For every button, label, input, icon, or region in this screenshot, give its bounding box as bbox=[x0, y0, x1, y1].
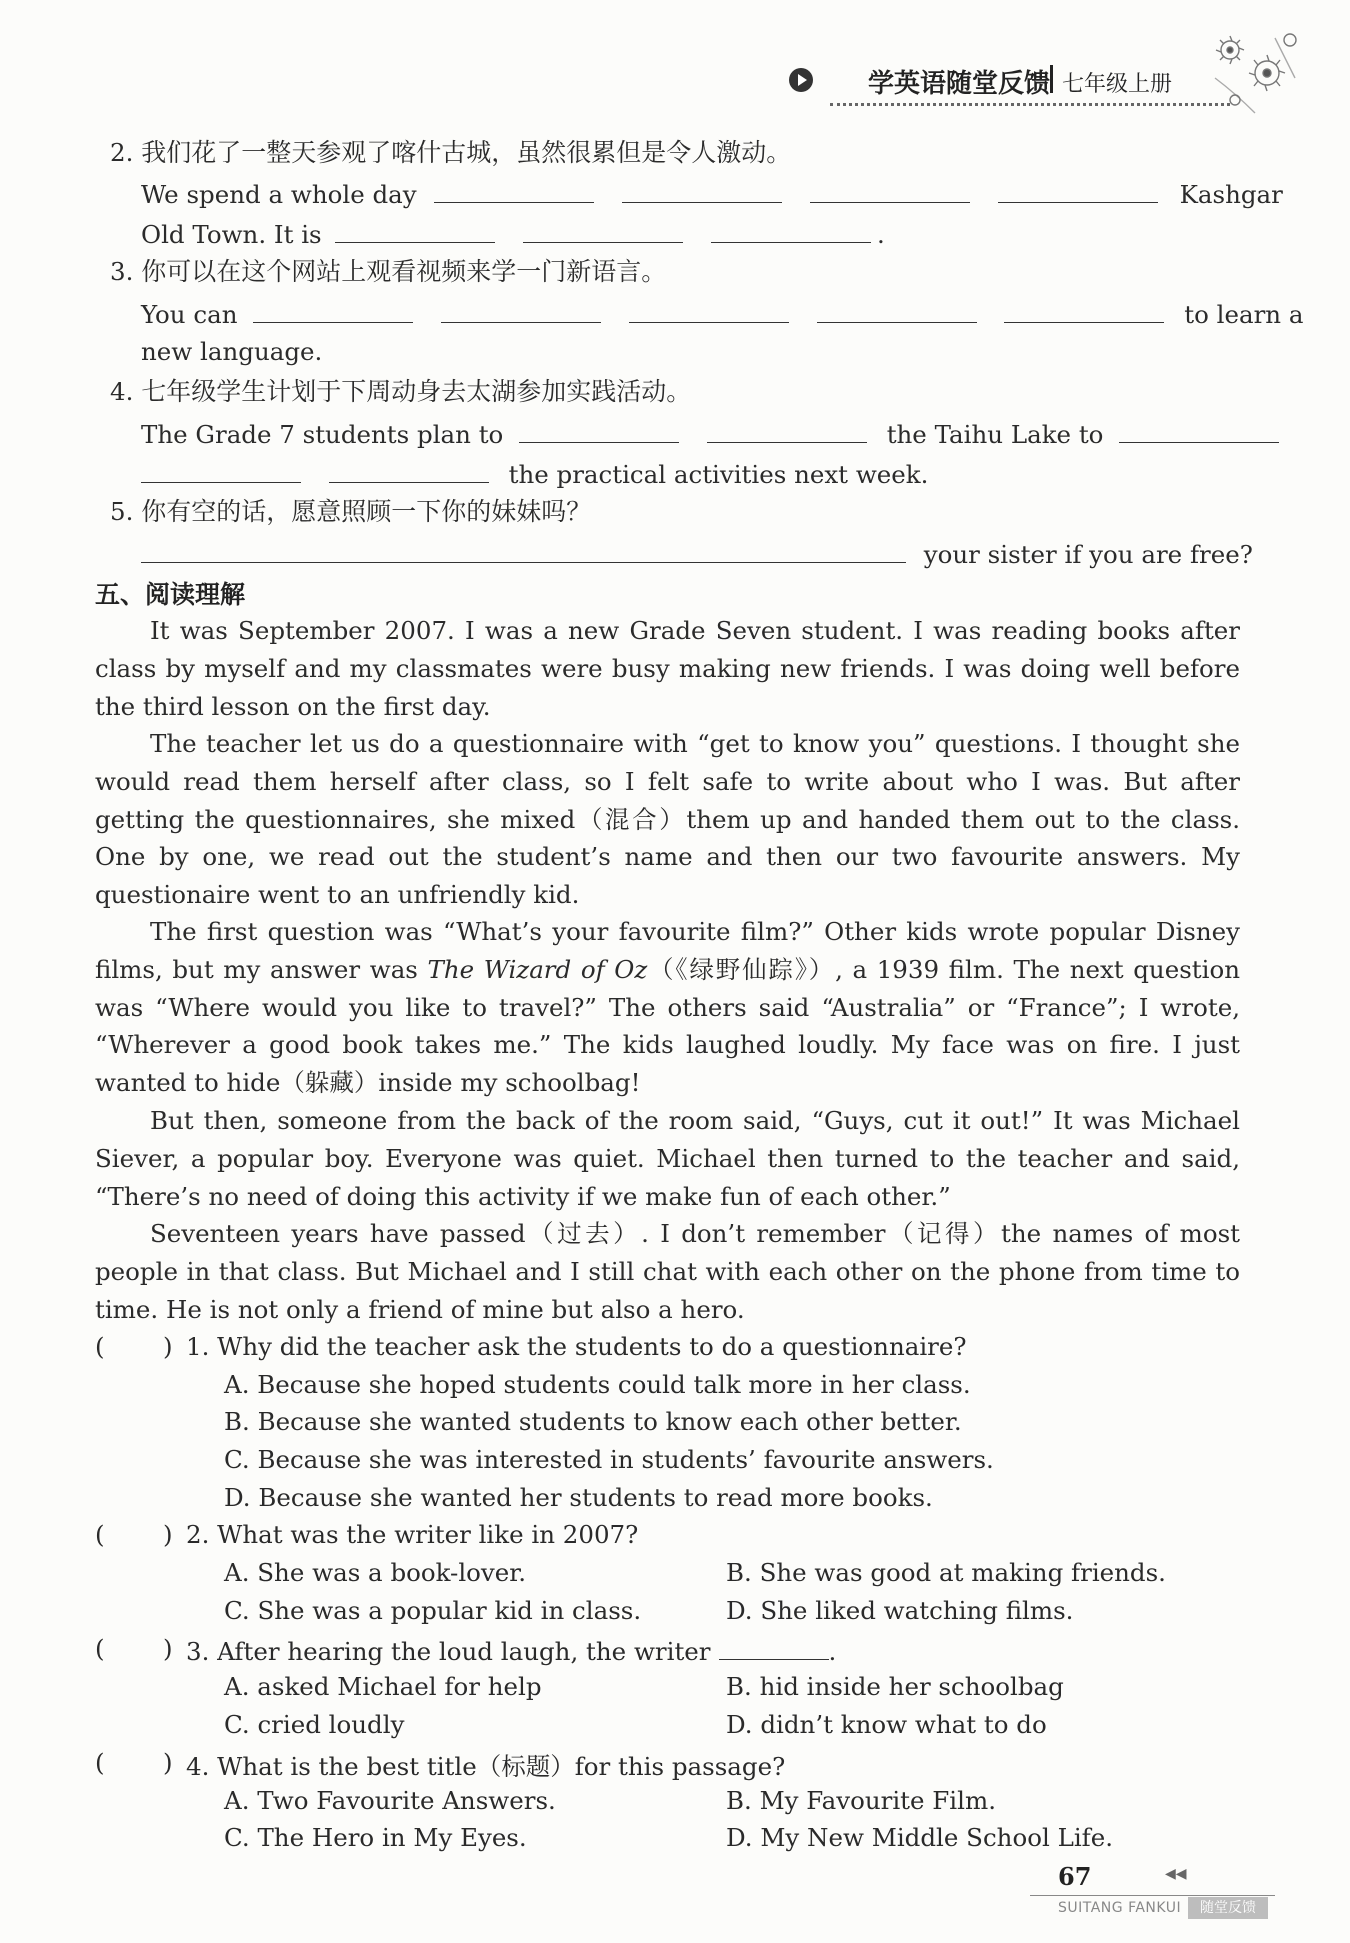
passage-paragraph-1: It was September 2007. I was a new Grade Seven student. I was reading books after class by myself and my classmates were busy making new friends. I was doing well before the third lesson on the first day. bbox=[95, 616, 1240, 721]
header-divider bbox=[1050, 65, 1053, 93]
answer-blank[interactable] bbox=[1119, 417, 1279, 443]
translation-q3-chinese bbox=[110, 257, 666, 287]
answer-bracket-open[interactable]: ( bbox=[95, 1332, 105, 1361]
answer-bracket-close: ) bbox=[163, 1634, 173, 1663]
passage-paragraph-4: But then, someone from the back of the room said, “Guys, cut it out!” It was Michael Siever, a popular boy. Everyone was quiet. Michael then turned to the teacher and said, “There’s no need of doing this activity if we make fun of each other.” bbox=[95, 1106, 1240, 1211]
header-subtitle: 七年级上册 bbox=[1062, 72, 1173, 97]
footer-brand-en: SUITANG FANKUI bbox=[1058, 1900, 1182, 1916]
answer-bracket-open[interactable]: ( bbox=[95, 1748, 105, 1777]
punctuation: . bbox=[828, 1637, 837, 1666]
answer-blank[interactable] bbox=[629, 297, 789, 323]
rewind-arrows-icon: ◀◀ bbox=[1165, 1866, 1187, 1882]
translation-q5-chinese bbox=[110, 497, 591, 527]
answer-blank[interactable] bbox=[329, 457, 489, 483]
answer-blank[interactable] bbox=[253, 297, 413, 323]
question-number: 5. bbox=[110, 497, 134, 526]
passage-text: （《绿野仙踪》）, a 1939 film. The next question was “Where would you like to travel?” The others said “Australia” or “France”; I wrote, “Wherever a good book takes me.” The kids laughed loudly. My face was on fire. I just wanted to hide（躲藏）inside my schoolbag! bbox=[95, 954, 1240, 1098]
option-a[interactable]: A. She was a book-lover. bbox=[224, 1558, 527, 1587]
answer-blank[interactable] bbox=[998, 177, 1158, 203]
chinese-sentence: 你有空的话，愿意照顾一下你的妹妹吗？ bbox=[141, 497, 592, 526]
option-d[interactable]: D. My New Middle School Life. bbox=[726, 1823, 1114, 1852]
passage-paragraph-2: The teacher let us do a questionnaire with “get to know you” questions. I thought she would read them herself after class, so I felt safe to write about who I was. But after getting the questionnaires, she mixed（混合）them up and handed them out to the class. One by one, we read out the student’s name and then our two favourite answers. My questionaire went to an unfriendly kid. bbox=[95, 729, 1240, 910]
page-number: 67 bbox=[1058, 1862, 1092, 1891]
answer-blank[interactable] bbox=[434, 177, 594, 203]
english-prompt: You can bbox=[141, 300, 238, 329]
footer-rule bbox=[1030, 1895, 1275, 1896]
translation-q4-english-line2 bbox=[141, 457, 928, 490]
question-stem-text: 3. After hearing the loud laugh, the writer bbox=[186, 1637, 711, 1666]
answer-blank[interactable] bbox=[817, 297, 977, 323]
translation-q3-english-line2: new language. bbox=[141, 337, 323, 366]
answer-blank[interactable] bbox=[719, 1634, 829, 1660]
header-title: 学英语随堂反馈 bbox=[868, 69, 1051, 99]
option-a[interactable]: A. Because she hoped students could talk more in her class. bbox=[224, 1370, 971, 1399]
answer-blank[interactable] bbox=[519, 417, 679, 443]
english-prompt: to learn a bbox=[1184, 300, 1304, 329]
question-number: 3. bbox=[110, 257, 134, 286]
option-a[interactable]: A. asked Michael for help bbox=[224, 1672, 542, 1701]
translation-q2-english-line2 bbox=[141, 217, 885, 250]
chinese-sentence: 你可以在这个网站上观看视频来学一门新语言。 bbox=[141, 257, 667, 286]
flower-decoration-icon bbox=[1195, 18, 1305, 128]
play-icon bbox=[788, 67, 814, 93]
question-number: 2. bbox=[110, 138, 134, 167]
translation-q2-chinese bbox=[110, 138, 791, 168]
answer-blank[interactable] bbox=[141, 457, 301, 483]
answer-blank[interactable] bbox=[335, 217, 495, 243]
film-title: The Wizard of Oz bbox=[427, 954, 648, 984]
passage-text: The first question was “What’s your favourite film?” Other kids wrote popular Disney films, but my answer was bbox=[95, 917, 1240, 984]
answer-bracket-close: ) bbox=[163, 1332, 173, 1361]
option-b[interactable]: B. Because she wanted students to know each other better. bbox=[224, 1407, 962, 1436]
answer-bracket-open[interactable]: ( bbox=[95, 1520, 105, 1549]
option-a[interactable]: A. Two Favourite Answers. bbox=[224, 1786, 556, 1815]
answer-blank[interactable] bbox=[523, 217, 683, 243]
answer-blank[interactable] bbox=[141, 537, 906, 563]
chinese-sentence: 我们花了一整天参观了喀什古城，虽然很累但是令人激动。 bbox=[141, 138, 792, 167]
english-prompt: Old Town. It is bbox=[141, 220, 322, 249]
english-prompt: Kashgar bbox=[1179, 180, 1283, 209]
english-prompt: We spend a whole day bbox=[141, 180, 417, 209]
option-d[interactable]: D. didn’t know what to do bbox=[726, 1710, 1047, 1739]
section-title: 五、阅读理解 bbox=[95, 580, 246, 609]
option-d[interactable]: D. Because she wanted her students to read more books. bbox=[224, 1483, 933, 1512]
english-prompt: The Grade 7 students plan to bbox=[141, 420, 504, 449]
translation-q3-english-line1 bbox=[141, 297, 1303, 330]
question-stem bbox=[186, 1634, 836, 1666]
option-b[interactable]: B. My Favourite Film. bbox=[726, 1786, 996, 1815]
english-prompt: your sister if you are free? bbox=[923, 540, 1253, 569]
passage-paragraph-3 bbox=[95, 913, 1240, 1102]
option-b[interactable]: B. She was good at making friends. bbox=[726, 1558, 1166, 1587]
answer-bracket-close: ) bbox=[163, 1520, 173, 1549]
english-prompt: the practical activities next week. bbox=[508, 460, 929, 489]
option-c[interactable]: C. Because she was interested in students’ favourite answers. bbox=[224, 1445, 994, 1474]
translation-q2-english-line1 bbox=[141, 177, 1283, 210]
option-d[interactable]: D. She liked watching films. bbox=[726, 1596, 1074, 1625]
option-b[interactable]: B. hid inside her schoolbag bbox=[726, 1672, 1064, 1701]
question-stem: 2. What was the writer like in 2007? bbox=[186, 1520, 639, 1549]
question-stem: 4. What is the best title（标题）for this passage? bbox=[186, 1752, 786, 1781]
option-c[interactable]: C. The Hero in My Eyes. bbox=[224, 1823, 527, 1852]
question-number: 4. bbox=[110, 377, 134, 406]
answer-blank[interactable] bbox=[622, 177, 782, 203]
answer-blank[interactable] bbox=[441, 297, 601, 323]
answer-blank[interactable] bbox=[810, 177, 970, 203]
page-header bbox=[780, 55, 1250, 105]
translation-q4-english-line1 bbox=[141, 417, 1285, 450]
header-dotted-rule bbox=[830, 103, 1230, 106]
answer-blank[interactable] bbox=[711, 217, 871, 243]
passage-paragraph-5: Seventeen years have passed（过去）. I don’t remember（记得）the names of most people in that class. But Michael and I still chat with each other on the phone from time to time. He is not only a friend of mine but also a hero. bbox=[95, 1219, 1240, 1324]
english-prompt: the Taihu Lake to bbox=[886, 420, 1104, 449]
option-c[interactable]: C. She was a popular kid in class. bbox=[224, 1596, 642, 1625]
punctuation: . bbox=[877, 220, 885, 249]
translation-q5-english-line1 bbox=[141, 537, 1253, 570]
footer-brand-badge: 随堂反馈 bbox=[1188, 1897, 1268, 1919]
answer-blank[interactable] bbox=[1004, 297, 1164, 323]
question-stem: 1. Why did the teacher ask the students to do a questionnaire? bbox=[186, 1332, 967, 1361]
chinese-sentence: 七年级学生计划于下周动身去太湖参加实践活动。 bbox=[141, 377, 692, 406]
option-c[interactable]: C. cried loudly bbox=[224, 1710, 405, 1739]
answer-blank[interactable] bbox=[707, 417, 867, 443]
translation-q4-chinese bbox=[110, 377, 691, 407]
answer-bracket-close: ) bbox=[163, 1748, 173, 1777]
answer-bracket-open[interactable]: ( bbox=[95, 1634, 105, 1663]
